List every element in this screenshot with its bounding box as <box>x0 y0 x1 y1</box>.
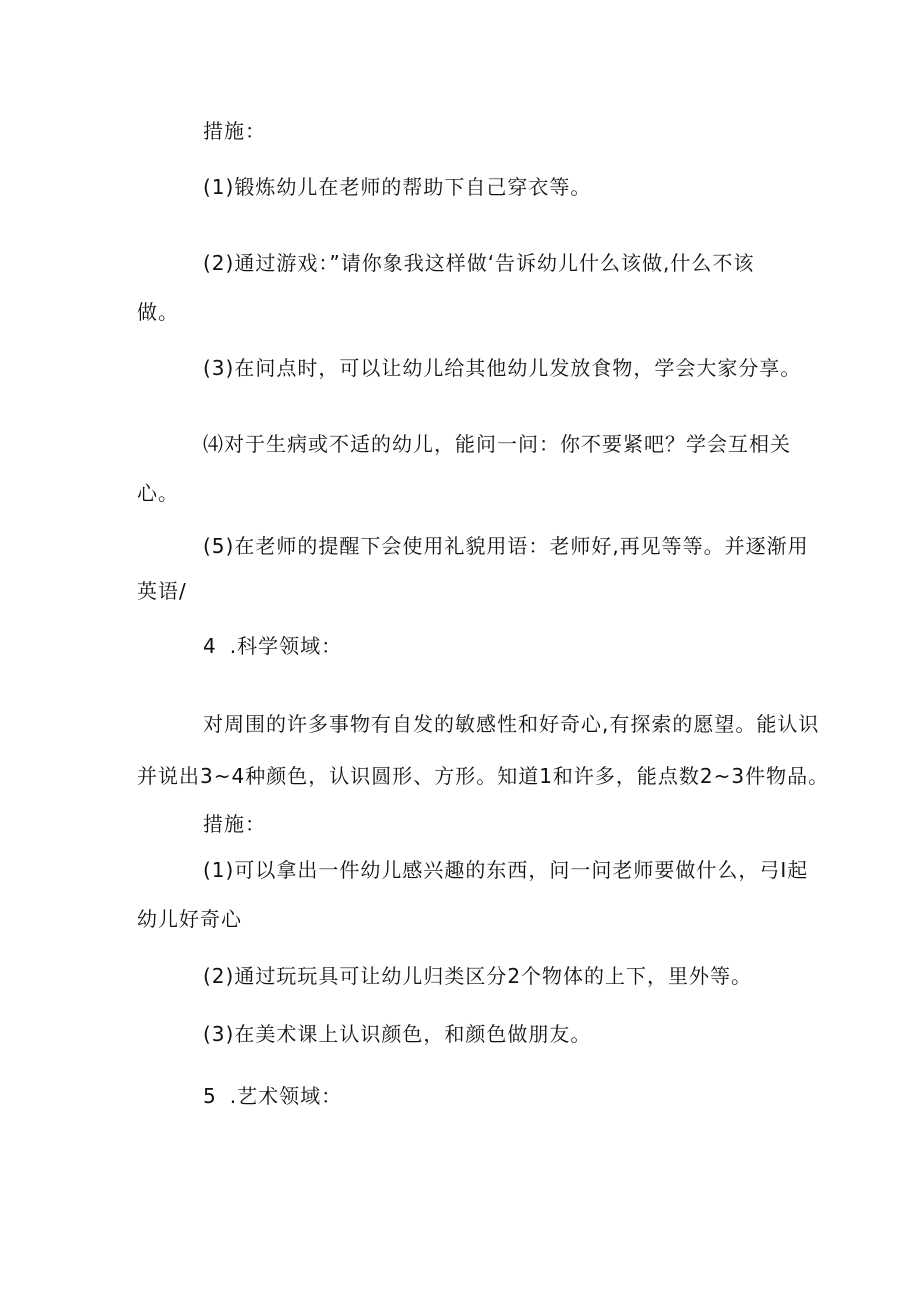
measure-item-5-line-2: 英语/ <box>137 579 187 603</box>
measure-item-2-line-2: 做。 <box>137 300 179 324</box>
section-5-title: .艺术领域： <box>229 1084 343 1108</box>
measure-item-3: (3)在问点时，可以让幼儿给其他幼儿发放食物，学会大家分享。 <box>203 356 802 380</box>
measure-item-5-line-1: (5)在老师的提醒下会使用礼貌用语：老师好,再见等等。并逐渐用 <box>203 534 809 558</box>
measures-heading-2: 措施： <box>203 812 266 836</box>
measure-item-1: (1)锻炼幼儿在老师的帮助下自己穿衣等。 <box>203 175 592 199</box>
section-4-heading <box>203 633 342 659</box>
science-measure-item-1-line-2: 幼儿好奇心 <box>137 907 242 931</box>
science-measure-item-2: (2)通过玩玩具可让幼儿归类区分2个物体的上下，里外等。 <box>203 964 753 988</box>
measure-item-4-line-2: 心。 <box>137 481 179 505</box>
section-4-desc-line-1: 对周围的许多事物有自发的敏感性和好奇心,有探索的愿望。能认识 <box>203 712 820 736</box>
section-5-number: 5 <box>203 1084 216 1108</box>
science-measure-item-3: (3)在美术课上认识颜色，和颜色做朋友。 <box>203 1022 592 1046</box>
section-4-number: 4 <box>203 634 216 658</box>
measure-item-4-line-1: ⑷对于生病或不适的幼儿，能问一问：你不要紧吧？学会互相关 <box>203 432 791 456</box>
section-4-desc-line-2: 并说出3~4种颜色，认识圆形、方形。知道1和许多，能点数2~3件物品。 <box>137 764 830 788</box>
measure-item-2-line-1: (2)通过游戏：”请你象我这样做‘告诉幼儿什么该做,什么不该 <box>203 251 755 275</box>
science-measure-item-1-line-1: (1)可以拿出一件幼儿感兴趣的东西，问一问老师要做什么，弓I起 <box>203 858 809 882</box>
measures-heading: 措施： <box>203 119 266 143</box>
section-5-heading <box>203 1083 342 1109</box>
section-4-title: .科学领域： <box>229 634 343 658</box>
